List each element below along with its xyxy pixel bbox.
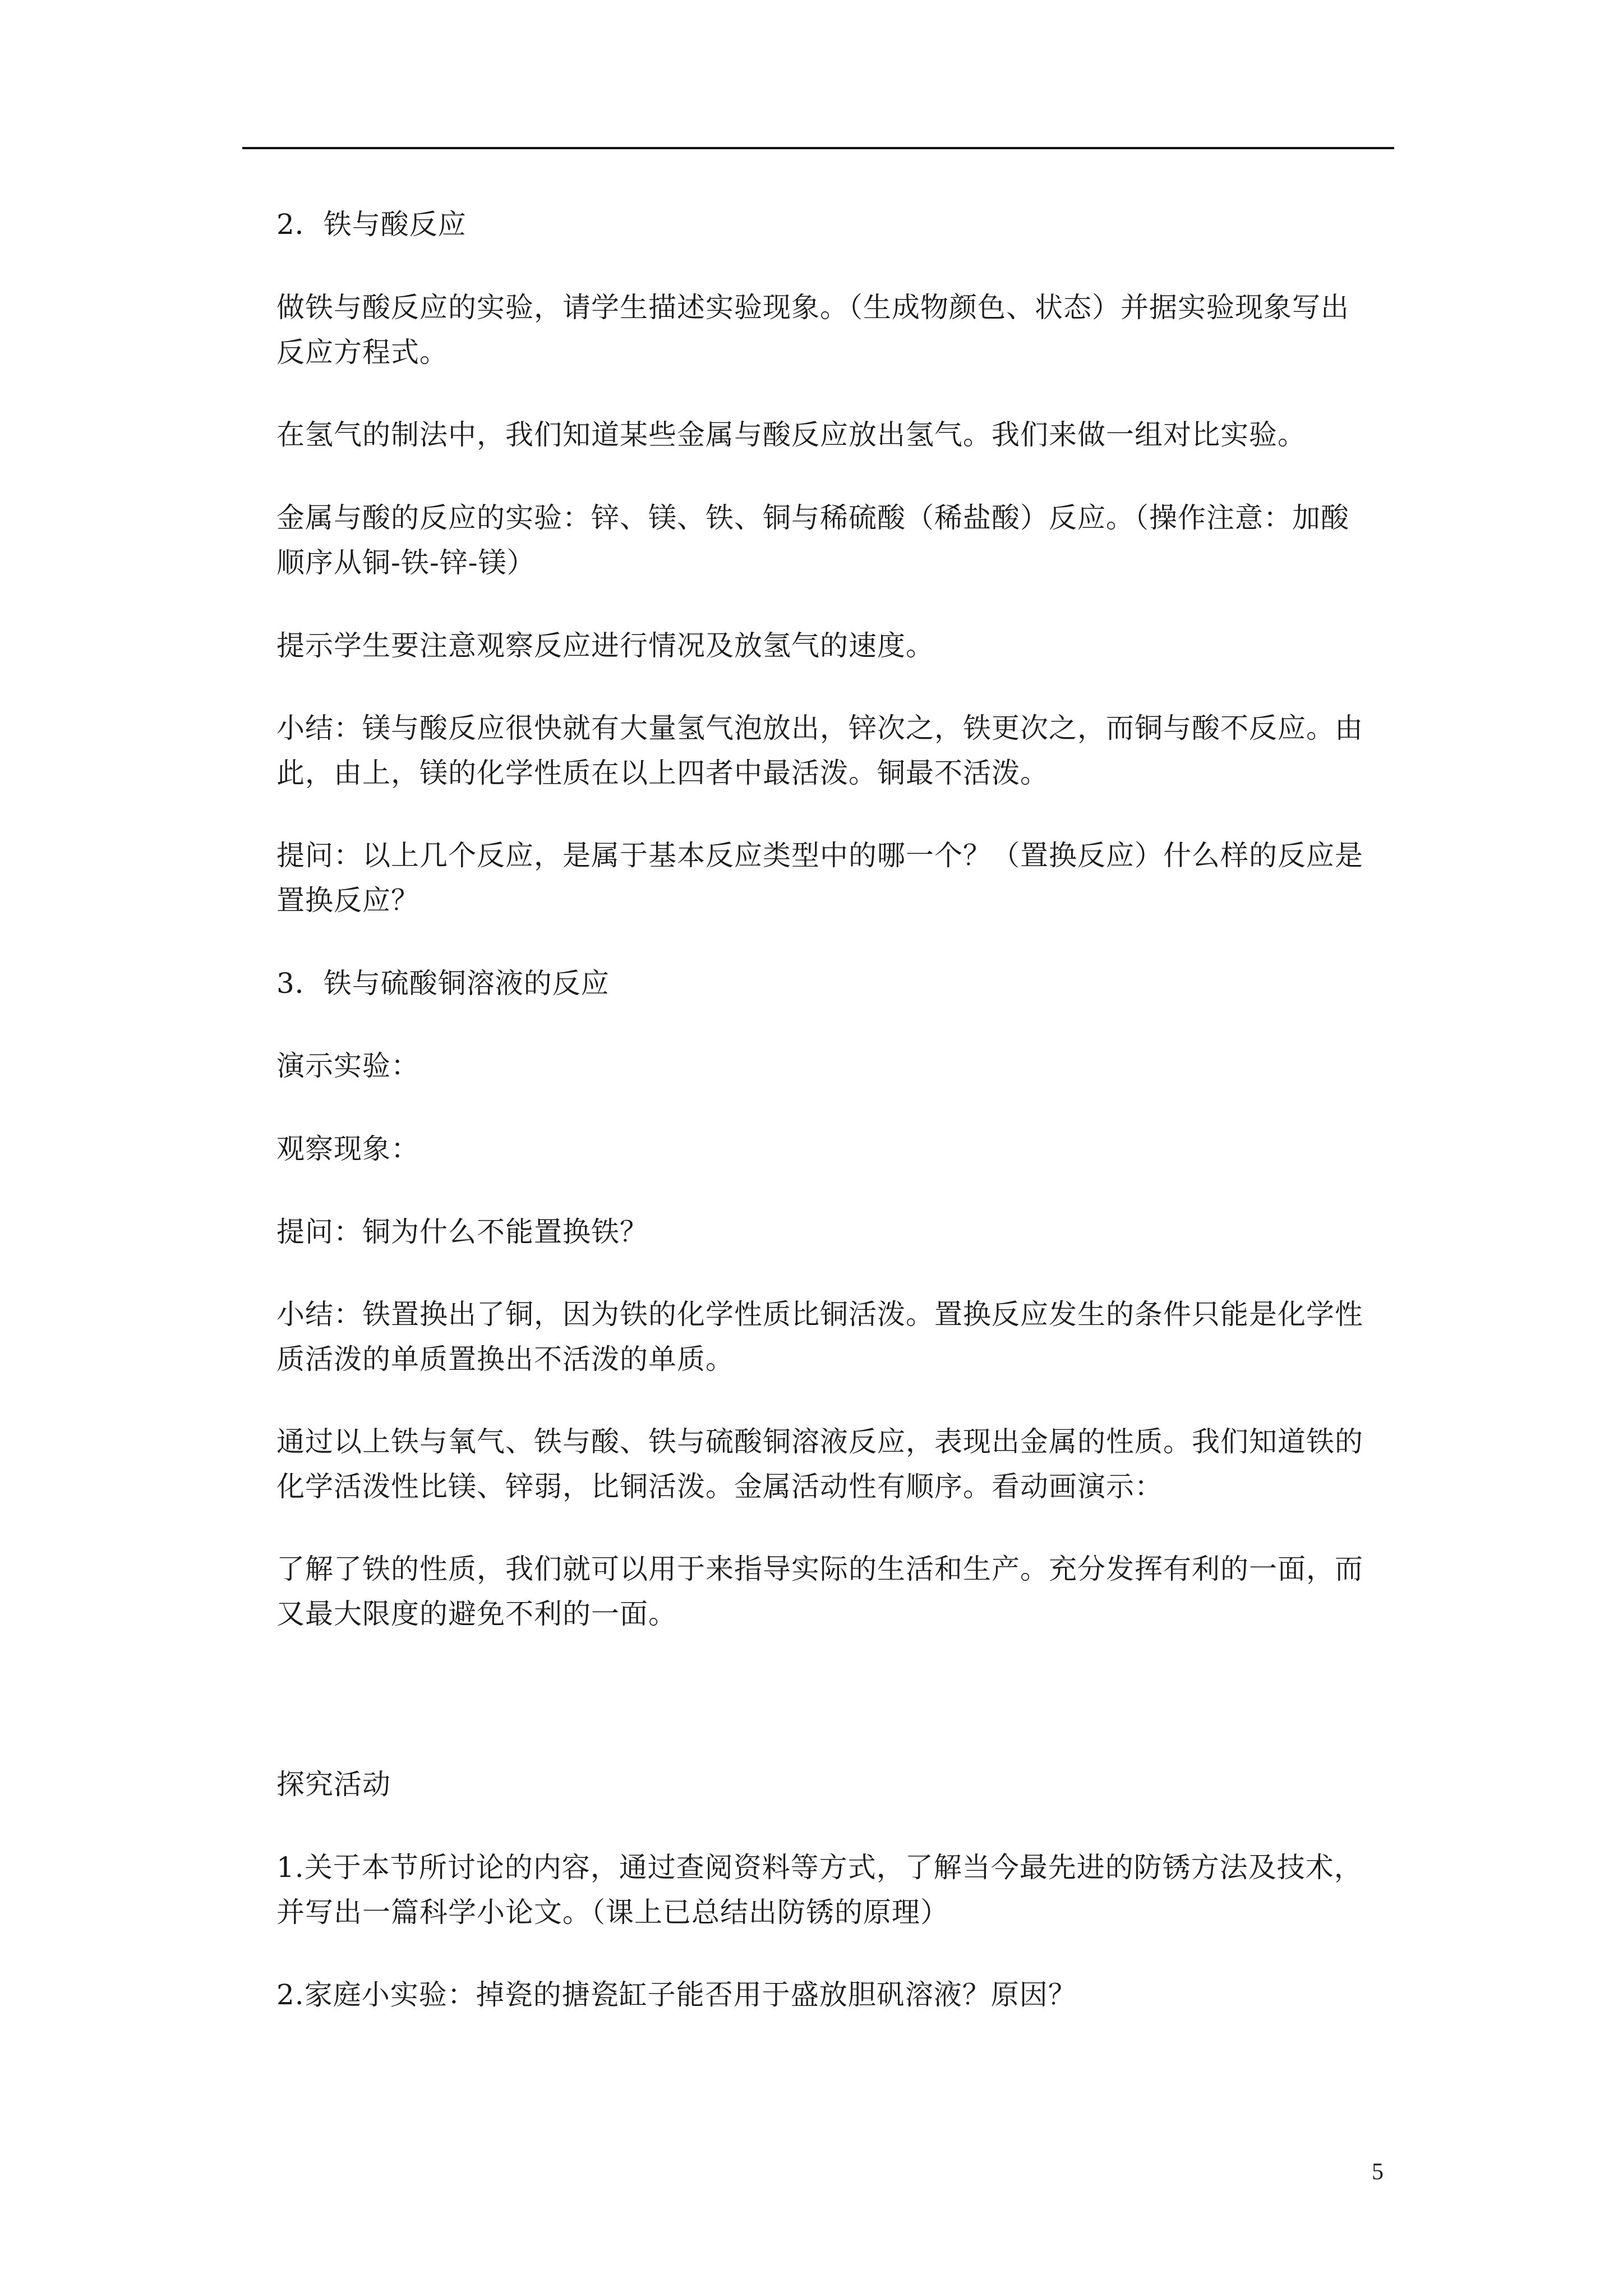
paragraph-summary-activity: 小结：镁与酸反应很快就有大量氢气泡放出，锌次之，铁更次之，而铜与酸不反应。由此，由上，镁的化学性质在以上四者中最活泼。铜最不活泼。 [276, 712, 1363, 789]
paragraph-inquiry-item-2: 2.家庭小实验：掉瓷的搪瓷缸子能否用于盛放胆矾溶液？原因？ [276, 1978, 1077, 2011]
paragraph-observe-phenomena: 观察现象： [276, 1133, 419, 1165]
section-heading-iron-acid: 2．铁与酸反应 [276, 208, 467, 241]
paragraph-metal-activity: 通过以上铁与氧气、铁与酸、铁与硫酸铜溶液反应，表现出金属的性质。我们知道铁的化学活泼性比镁、锌弱，比铜活泼。金属活动性有顺序。看动画演示： [276, 1425, 1363, 1503]
paragraph-summary-displacement: 小结：铁置换出了铜，因为铁的化学性质比铜活泼。置换反应发生的条件只能是化学性质活泼的单质置换出不活泼的单质。 [276, 1298, 1363, 1375]
header-rule [242, 147, 1394, 149]
paragraph-inquiry-item-1: 1.关于本节所讨论的内容，通过查阅资料等方式，了解当今最先进的防锈方法及技术，并写出一篇科学小论文。（课上已总结出防锈的原理） [276, 1851, 1363, 1929]
page-number: 5 [1372, 2159, 1384, 2185]
paragraph-question-copper: 提问：铜为什么不能置换铁？ [276, 1216, 648, 1248]
paragraph-demo-experiment: 演示实验： [276, 1050, 419, 1082]
paragraph-iron-acid-experiment: 做铁与酸反应的实验，请学生描述实验现象。（生成物颜色、状态）并据实验现象写出反应方程式。 [276, 291, 1349, 369]
paragraph-application: 了解了铁的性质，我们就可以用于来指导实际的生活和生产。充分发挥有利的一面，而又最大限度的避免不利的一面。 [276, 1553, 1363, 1630]
section-heading-iron-copper-sulfate: 3．铁与硫酸铜溶液的反应 [276, 967, 610, 1000]
paragraph-metal-acid-experiment: 金属与酸的反应的实验：锌、镁、铁、铜与稀硫酸（稀盐酸）反应。（操作注意：加酸顺序从铜-铁-锌-镁） [276, 501, 1349, 579]
document-body [276, 202, 1370, 2017]
paragraph-observation-hint: 提示学生要注意观察反应进行情况及放氢气的速度。 [276, 629, 934, 662]
section-heading-inquiry: 探究活动 [276, 1768, 391, 1801]
paragraph-question-reaction-type: 提问：以上几个反应，是属于基本反应类型中的哪一个？（置换反应）什么样的反应是置换反应？ [276, 839, 1363, 917]
paragraph-hydrogen-intro: 在氢气的制法中，我们知道某些金属与酸反应放出氢气。我们来做一组对比实验。 [276, 418, 1306, 451]
